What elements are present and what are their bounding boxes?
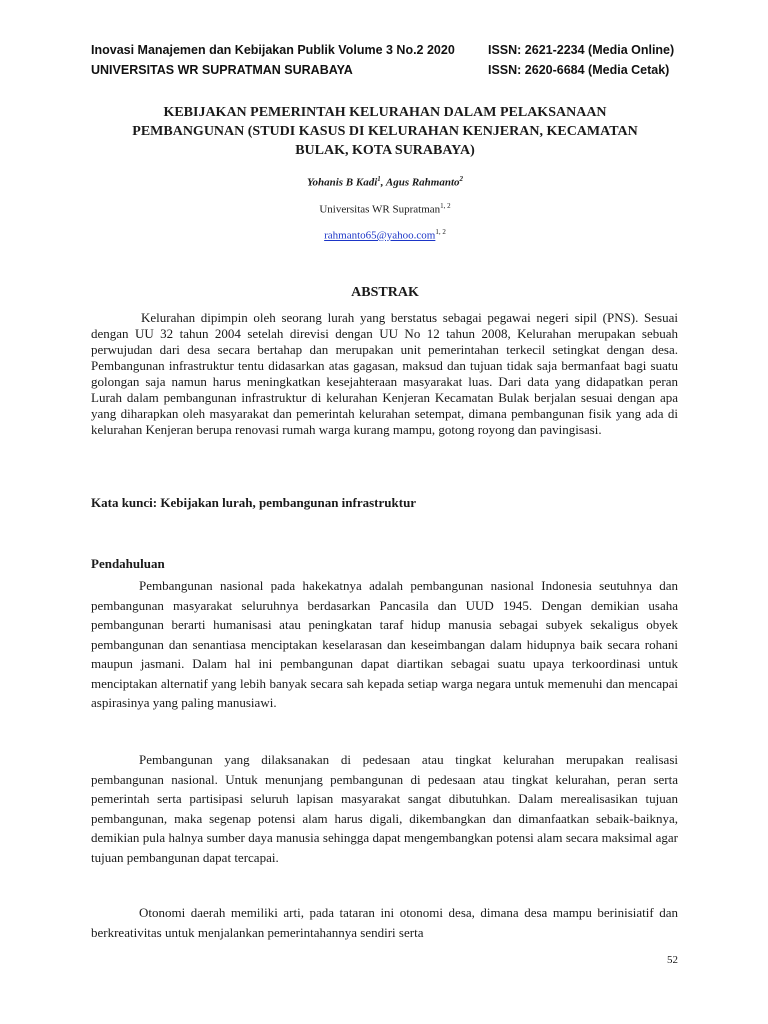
title-line: PEMBANGUNAN (STUDI KASUS DI KELURAHAN KENJERAN, KECAMATAN <box>132 124 638 139</box>
keywords: Kata kunci: Kebijakan lurah, pembangunan infrastruktur <box>91 495 417 510</box>
body-paragraph: Otonomi daerah memiliki arti, pada tataran ini otonomi desa, dimana desa mampu berinisiatif dan berkreativitas untuk menjalankan pemerintahannya sendiri serta <box>91 905 678 940</box>
author-separator: , <box>380 176 386 189</box>
email-mark: 1, 2 <box>435 228 446 236</box>
issn-print: ISSN: 2620-6684 (Media Cetak) <box>488 63 670 77</box>
author-name: Yohanis B Kadi <box>306 176 378 189</box>
title-line: KEBIJAKAN PEMERINTAH KELURAHAN DALAM PELAKSANAAN <box>163 105 607 120</box>
issn-online: ISSN: 2621-2234 (Media Online) <box>488 43 675 57</box>
abstract-heading: ABSTRAK <box>351 285 419 300</box>
section-heading: Pendahuluan <box>91 556 165 571</box>
title-line: BULAK, KOTA SURABAYA) <box>295 143 475 158</box>
author-list <box>90 175 680 189</box>
author-affil-mark: 2 <box>459 175 464 183</box>
page-number: 52 <box>667 954 678 966</box>
journal-name: Inovasi Manajemen dan Kebijakan Publik Volume 3 No.2 2020 <box>91 43 455 57</box>
paper-title <box>90 103 680 160</box>
affiliation-mark: 1, 2 <box>440 202 451 210</box>
body-paragraph: Pembangunan yang dilaksanakan di pedesaan atau tingkat kelurahan merupakan realisasi pembangunan nasional. Untuk menunjang pembangunan di pedesaan atau tingkat kelurahan, peran serta pemerintah serta partisipasi seluruh lapisan masyarakat sangat dibutuhkan. Dalam merealisasikan tujuan pembangunan, maka segenap potensi alam harus digali, dikembangkan dan dimanfaatkan sebaik-baiknya, demikian pula halnya sumber daya manusia sehingga dapat mengembangkan potensi alam secara maksimal agar tujuan pembangunan dapat tercapai. <box>91 752 678 865</box>
university-name: UNIVERSITAS WR SUPRATMAN SURABAYA <box>91 63 353 77</box>
email-link[interactable]: rahmanto65@yahoo.com <box>324 229 436 242</box>
affiliation-name: Universitas WR Supratman <box>319 203 441 216</box>
author-affil-mark: 1 <box>377 175 381 183</box>
contact-email <box>90 228 680 242</box>
body-paragraph: Pembangunan nasional pada hakekatnya adalah pembangunan nasional Indonesia seutuhnya dan pembangunan masyarakat seluruhnya berdasarkan Pancasila dan UUD 1945. Dengan demikian usaha pembangunan berarti humanisasi atau peningkatan taraf hidup manusia sebagai subyek sekaligus obyek pembangunan dan senantiasa menciptakan keselarasan dan keseimbangan dalam hidupnya baik secara rohani maupun jasmani. Dalam hal ini pembangunan dapat diartikan sebagai suatu upaya terkoordinasi untuk menciptakan alternatif yang lebih banyak secara sah kepada setiap warga negara untuk memenuhi dan mencapai aspirasinya yang paling manusiawi. <box>91 578 678 710</box>
affiliation <box>90 202 680 216</box>
author-name: Agus Rahmanto <box>385 176 460 189</box>
abstract-text: Kelurahan dipimpin oleh seorang lurah yang berstatus sebagai pegawai negeri sipil (PNS). Sesuai dengan UU 32 tahun 2004 setelah direvisi dengan UU No 12 tahun 2008, Kelurahan merupakan sebuah perwujudan dari desa secara bertahap dan merupakan unit pemerintahan terkecil setingkat dengan desa. Pembangunan infrastruktur tentu didasarkan atas gagasan, maksud dan tujuan tidak saja bermanfaat bagi suatu golongan saja namun harus meningkatkan kesejahteraan masyarakat luas. Dari data yang didapatkan peran Lurah dalam pembangunan infrastruktur di kelurahan Kenjeran Kecamatan Bulak berjalan sesuai dengan apa yang diharapkan oleh masyarakat dan pemerintah kelurahan setempat, dimana pembangunan fisik yang ada di kelurahan Kenjeran berupa renovasi rumah warga kurang mampu, gotong royong dan pavingisasi. <box>91 310 678 437</box>
